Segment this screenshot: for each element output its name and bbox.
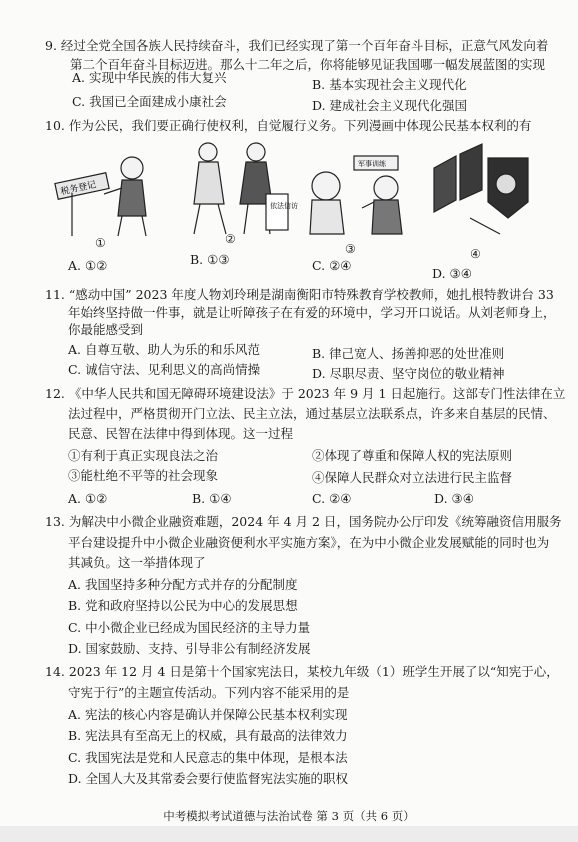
q13-option-d: D. 国家鼓励、支持、引导非公有制经济发展 <box>68 641 311 656</box>
q12-stem-line3: 民意、民智在法律中得到体现。这一过程 <box>68 426 294 441</box>
q12-stem-line2: 法过程中，严格贯彻开门立法、民主立法，通过基层立法联系点，许多来自基层的民情、 <box>68 406 556 421</box>
q10-option-b: B. ①③ <box>190 252 230 267</box>
q10-option-a: A. ①② <box>68 258 108 273</box>
q10-stem: 10. 作为公民，我们要正确行使权利，自觉履行义务。下列漫画中体现公民基本权利的有 <box>45 118 532 133</box>
q9-option-b: B. 基本实现社会主义现代化 <box>312 77 467 92</box>
q12-statement-3: ③能杜绝不平等的社会现象 <box>68 468 219 483</box>
comic-label-1: ① <box>95 236 106 250</box>
comic-4-shield <box>430 138 540 238</box>
comic-label-3: ③ <box>345 242 356 256</box>
q11-option-b: B. 律己宽人、扬善抑恶的处世准则 <box>312 346 505 361</box>
q11-option-c: C. 诚信守法、见利思义的高尚情操 <box>68 362 261 377</box>
q11-option-a: A. 自尊互敬、助人为乐的和乐风范 <box>68 342 260 357</box>
q9-option-d: D. 建成社会主义现代化强国 <box>312 98 468 113</box>
page-footer: 中考模拟考试道德与法治试卷 第 3 页（共 6 页） <box>163 809 415 823</box>
comic-1-tax-registration <box>52 138 162 238</box>
comic-2-sign: 依法信访 <box>270 202 298 210</box>
q12-statement-4: ④保障人民群众对立法进行民主监督 <box>312 470 513 485</box>
q14-stem-line1: 14. 2023 年 12 月 4 日是第十个国家宪法日，某校九年级（1）班学生开展了以“知宪于心， <box>45 664 559 679</box>
q9-option-c: C. 我国已全面建成小康社会 <box>72 94 227 109</box>
q13-option-a: A. 我国坚持多种分配方式并存的分配制度 <box>68 577 298 592</box>
comic-1-sign: 税务登记 <box>59 180 98 198</box>
q12-option-c: C. ②④ <box>312 491 352 506</box>
q14-option-b: B. 宪法具有至高无上的权威，具有最高的法律效力 <box>68 728 348 743</box>
q11-stem-line2: 年始终坚持做一件事，就是让听障孩子在有爱的环境中，学习开口说话。从刘老师身上， <box>68 305 556 320</box>
scan-edge <box>0 826 578 842</box>
q13-stem-line2: 平台建设提升中小微企业融资便利水平实施方案》，在为中小微企业发展赋能的同时也为 <box>68 535 550 550</box>
q9-option-a: A. 实现中华民族的伟大复兴 <box>72 70 227 85</box>
q11-option-d: D. 尽职尽责、坚守岗位的敬业精神 <box>312 366 505 381</box>
q11-stem-line1: 11. “感动中国” 2023 年度人物刘玲琍是湖南衡阳市特殊教育学校教师，她扎根特教讲台 33 <box>45 287 554 302</box>
q11-stem-line3: 你最能感受到 <box>68 322 144 337</box>
q12-statement-2: ②体现了尊重和保障人权的宪法原则 <box>312 448 513 463</box>
comic-label-4: ④ <box>470 247 481 261</box>
q12-option-d: D. ③④ <box>434 491 474 506</box>
q14-stem-line2: 守宪于行”的主题宣传活动。下列内容不能采用的是 <box>68 685 350 700</box>
q9-stem-line2: 第二个百年奋斗目标迈进。那么十二年之后，你将能够见证我国哪一幅发展蓝图的实现 <box>70 57 546 72</box>
q9-stem-line1: 9. 经过全党全国各族人民持续奋斗，我们已经实现了第一个百年奋斗目标，正意气风发向着 <box>45 38 549 53</box>
q12-option-b: B. ①④ <box>192 491 232 506</box>
q14-option-d: D. 全国人大及其常委会要行使监督宪法实施的职权 <box>68 771 349 786</box>
q10-option-d: D. ③④ <box>432 266 472 281</box>
q14-option-a: A. 宪法的核心内容是确认并保障公民基本权利实现 <box>68 707 348 722</box>
q13-option-c: C. 中小微企业已经成为国民经济的主导力量 <box>68 620 311 635</box>
q12-option-a: A. ①② <box>68 491 108 506</box>
q13-stem-line3: 其减负。这一举措体现了 <box>68 555 206 570</box>
q12-statement-1: ①有利于真正实现良法之治 <box>68 448 219 463</box>
q10-option-c: C. ②④ <box>312 258 352 273</box>
q14-option-c: C. 我国宪法是党和人民意志的集中体现，是根本法 <box>68 750 348 765</box>
comic-3-military-training <box>304 138 414 238</box>
q13-stem-line1: 13. 为解决中小微企业融资难题，2024 年 4 月 2 日，国务院办公厅印发《统筹融资信用服务 <box>45 514 562 529</box>
q13-option-b: B. 党和政府坚持以公民为中心的发展思想 <box>68 598 298 613</box>
q12-stem-line1: 12. 《中华人民共和国无障碍环境建设法》于 2023 年 9 月 1 日起施行。这部专门性法律在立 <box>45 386 566 401</box>
comic-2-petition <box>180 138 298 238</box>
comic-3-sign: 军事训练 <box>358 160 386 168</box>
comic-label-2: ② <box>225 232 236 246</box>
